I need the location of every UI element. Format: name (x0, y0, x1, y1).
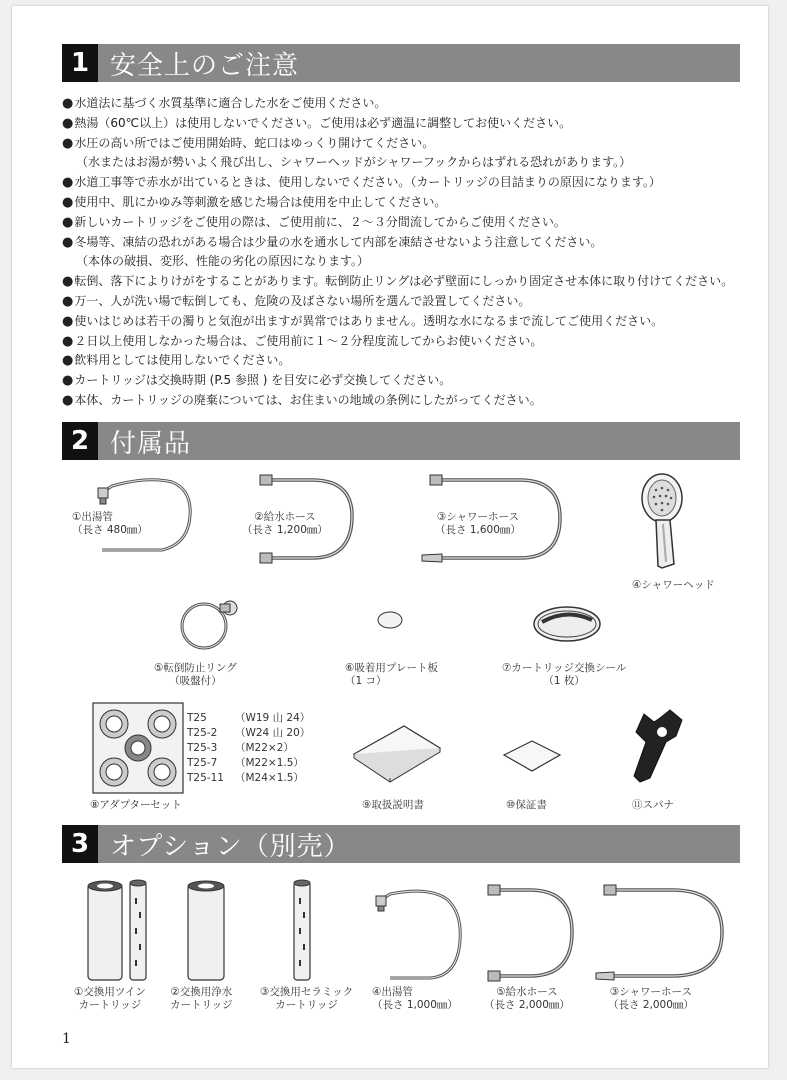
label-line: ①交換用ツイン (74, 986, 146, 998)
cartridge-sticker-illustration (532, 604, 602, 644)
accessory-label-warranty (506, 799, 547, 812)
option-label-long-supply-hose (484, 986, 570, 1012)
bullet-dot-icon: ● (62, 333, 74, 349)
adapter-model: T25-2 (187, 727, 218, 739)
accessory-label-manual (362, 799, 424, 812)
safety-bullet (62, 134, 752, 154)
long-outlet-pipe-illustration (370, 884, 470, 984)
label-line: カートリッジ (275, 999, 338, 1011)
adapter-set-illustration (92, 702, 184, 794)
adapter-model: T25 (187, 712, 207, 724)
bullet-text: ２日以上使用しなかった場合は、ご使用前に１～２分程度流してからお使いください。 (74, 333, 543, 348)
bullet-dot-icon: ● (62, 353, 74, 369)
safety-bullet (62, 213, 752, 233)
option-label-long-outlet-pipe (372, 986, 458, 1012)
option-label-long-shower-hose (608, 986, 694, 1012)
label-line: ①出湯管 (72, 511, 113, 523)
bullet-text: 水道工事等で赤水が出ているときは、使用しないでください。（カートリッジの目詰まりの原因になります。） (74, 175, 661, 190)
label-line: ⑩保証書 (506, 799, 547, 811)
bullet-text: 水圧の高い所ではご使用開始時、蛇口はゆっくり開けてください。 (74, 135, 435, 150)
warranty-card-illustration (502, 739, 562, 773)
safety-bullet (62, 233, 752, 253)
bullet-text: 水道法に基づく水質基準に適合した水をご使用ください。 (74, 96, 387, 110)
adapter-row (187, 771, 310, 786)
label-line: ②交換用浄水 (170, 986, 233, 998)
label-line: ⑦カートリッジ交換シール (502, 662, 627, 674)
option-label-ceramic-cartridge (260, 986, 353, 1012)
section-header-options (62, 825, 740, 863)
label-line: （1 枚） (543, 675, 585, 687)
adapter-spec: （W24 山 20） (235, 727, 311, 739)
bullet-dot-icon: ● (62, 293, 74, 309)
label-line: （長さ 2,000㎜） (608, 999, 694, 1011)
bullet-text: （水またはお湯が勢いよく飛び出し、シャワーヘッドがシャワーフックからはずれる恐れがあります。） (76, 155, 632, 170)
manual-page (12, 6, 768, 1068)
label-line: ③シャワーホース (436, 511, 520, 523)
safety-bullet (62, 193, 752, 213)
bullet-text: カートリッジは交換時期 (P.5 参照 ) を目安に必ず交換してください。 (74, 373, 452, 388)
safety-bullet (62, 351, 752, 371)
bullet-dot-icon: ● (62, 373, 74, 389)
label-line: ②給水ホース (254, 511, 316, 523)
accessory-label-anti-fall-ring (154, 662, 237, 688)
bullet-dot-icon: ● (62, 313, 74, 329)
bullet-text: 使いはじめは若干の濁りと気泡が出ますが異常ではありません。透明な水になるまで流してご使用ください。 (74, 313, 664, 328)
bullet-dot-icon: ● (62, 194, 74, 210)
label-line: （長さ 1,200㎜） (242, 524, 328, 536)
label-line: ⑥吸着用プレート板 (345, 662, 438, 674)
adapter-row (187, 756, 310, 771)
label-line: ③交換用セラミック (260, 986, 354, 998)
section-number: 1 (62, 44, 98, 82)
label-line: （長さ 1,600㎜） (435, 524, 521, 536)
safety-bullet (62, 153, 752, 173)
adapter-spec: （M24×1.5） (235, 772, 304, 784)
label-line: （吸盤付） (169, 675, 222, 687)
spanner-icon (626, 706, 686, 786)
label-line: ⑪スパナ (632, 799, 674, 811)
ceramic-cartridge-illustration (290, 878, 314, 984)
bullet-dot-icon: ● (62, 392, 74, 408)
bullet-text: 転倒、落下によりけがをすることがあります。転倒防止リングは必ず壁面にしっかり固定させ本体に取り付けてください。 (74, 274, 734, 289)
safety-bullet (62, 332, 752, 352)
bullet-text: 使用中、肌にかゆみ等刺激を感じた場合は使用を中止してください。 (74, 194, 447, 209)
bullet-text: （本体の破損、変形、性能の劣化の原因になります。） (76, 254, 370, 269)
accessory-label-shower-hose (435, 511, 521, 537)
adapter-row (187, 711, 310, 726)
purifier-cartridge-illustration (184, 880, 230, 984)
shower-head-illustration (634, 472, 694, 572)
bullet-dot-icon: ● (62, 214, 74, 230)
label-line: カートリッジ (170, 999, 233, 1011)
bullet-text: 冬場等、凍結の恐れがある場合は少量の水を通水して内部を凍結させないよう注意してください。 (74, 234, 603, 249)
bullet-text: 本体、カートリッジの廃棄については、お住まいの地域の条例にしたがってください。 (74, 392, 542, 407)
page-number: 1 (62, 1031, 71, 1047)
bullet-text: 万一、人が洗い場で転倒しても、危険の及ばさない場所を選んで設置してください。 (74, 293, 531, 308)
accessory-label-supply-hose (242, 511, 328, 537)
safety-bullet (62, 292, 752, 312)
bullet-dot-icon: ● (62, 96, 74, 111)
option-label-purifier-cartridge (170, 986, 233, 1012)
safety-bullet (62, 252, 752, 272)
section-header-accessories (62, 422, 740, 460)
adapter-row (187, 726, 310, 741)
safety-bullet (62, 272, 752, 292)
section-number: 3 (62, 825, 98, 863)
safety-bullet (62, 312, 752, 332)
section-title: オプション（別売） (110, 831, 351, 862)
label-line: ⑤転倒防止リング (154, 662, 237, 674)
anti-fall-ring-illustration (172, 596, 252, 656)
accessory-label-suction-plate (345, 662, 438, 688)
accessory-label-shower-head (632, 579, 715, 592)
label-line: （長さ 480㎜） (72, 524, 148, 536)
option-label-twin-cartridge (74, 986, 146, 1012)
bullet-text: 飲料用としては使用しないでください。 (74, 353, 291, 368)
label-line: （長さ 2,000㎜） (484, 999, 570, 1011)
label-line: ④出湯管 (372, 986, 413, 998)
section-number: 2 (62, 422, 98, 460)
bullet-dot-icon: ● (62, 115, 74, 131)
adapter-spec: （M22×2） (235, 742, 294, 754)
adapter-model: T25-11 (187, 772, 224, 784)
accessory-label-spanner (632, 799, 674, 812)
label-line: カートリッジ (78, 999, 142, 1011)
suction-plate-illustration (375, 609, 405, 631)
label-line: （1 コ） (345, 675, 387, 687)
safety-bullet (62, 173, 752, 193)
label-line: ⑧アダプターセット (90, 799, 182, 811)
adapter-spec: （M22×1.5） (235, 757, 304, 769)
safety-bullet (62, 391, 752, 411)
bullet-dot-icon: ● (62, 135, 74, 151)
adapter-model: T25-3 (187, 742, 218, 754)
bullet-dot-icon: ● (62, 175, 74, 191)
long-supply-hose-illustration (480, 880, 580, 984)
section-title: 安全上のご注意 (110, 50, 300, 81)
adapter-spec: （W19 山 24） (235, 712, 311, 724)
safety-bullet (62, 94, 752, 114)
label-line: ⑤給水ホース (496, 986, 558, 998)
label-line: ④シャワーヘッド (632, 579, 715, 591)
twin-cartridge-illustration (84, 878, 154, 983)
adapter-model: T25-7 (187, 757, 218, 769)
label-line: ⑨取扱説明書 (362, 799, 424, 811)
label-line: （長さ 1,000㎜） (372, 999, 458, 1011)
safety-bullet-list (62, 94, 752, 411)
section-header-safety (62, 44, 740, 82)
bullet-text: 熱湯（60℃以上）は使用しないでください。ご使用は必ず適温に調整してお使いください。 (74, 115, 572, 130)
bullet-text: 新しいカートリッジをご使用の際は、ご使用前に、２～３分間流してからご使用ください。 (74, 214, 566, 229)
safety-bullet (62, 114, 752, 134)
accessory-label-adapter-set (90, 799, 182, 812)
long-shower-hose-illustration (592, 880, 732, 984)
label-line: ③シャワーホース (609, 986, 693, 998)
bullet-dot-icon: ● (62, 234, 74, 250)
section-title: 付属品 (110, 428, 192, 459)
accessory-label-cartridge-sticker (502, 662, 626, 688)
adapter-model-table (187, 711, 310, 786)
accessory-label-outlet-pipe (72, 511, 148, 537)
instruction-manual-illustration (352, 724, 442, 784)
adapter-row (187, 741, 310, 756)
safety-bullet (62, 371, 752, 391)
bullet-dot-icon: ● (62, 274, 74, 290)
